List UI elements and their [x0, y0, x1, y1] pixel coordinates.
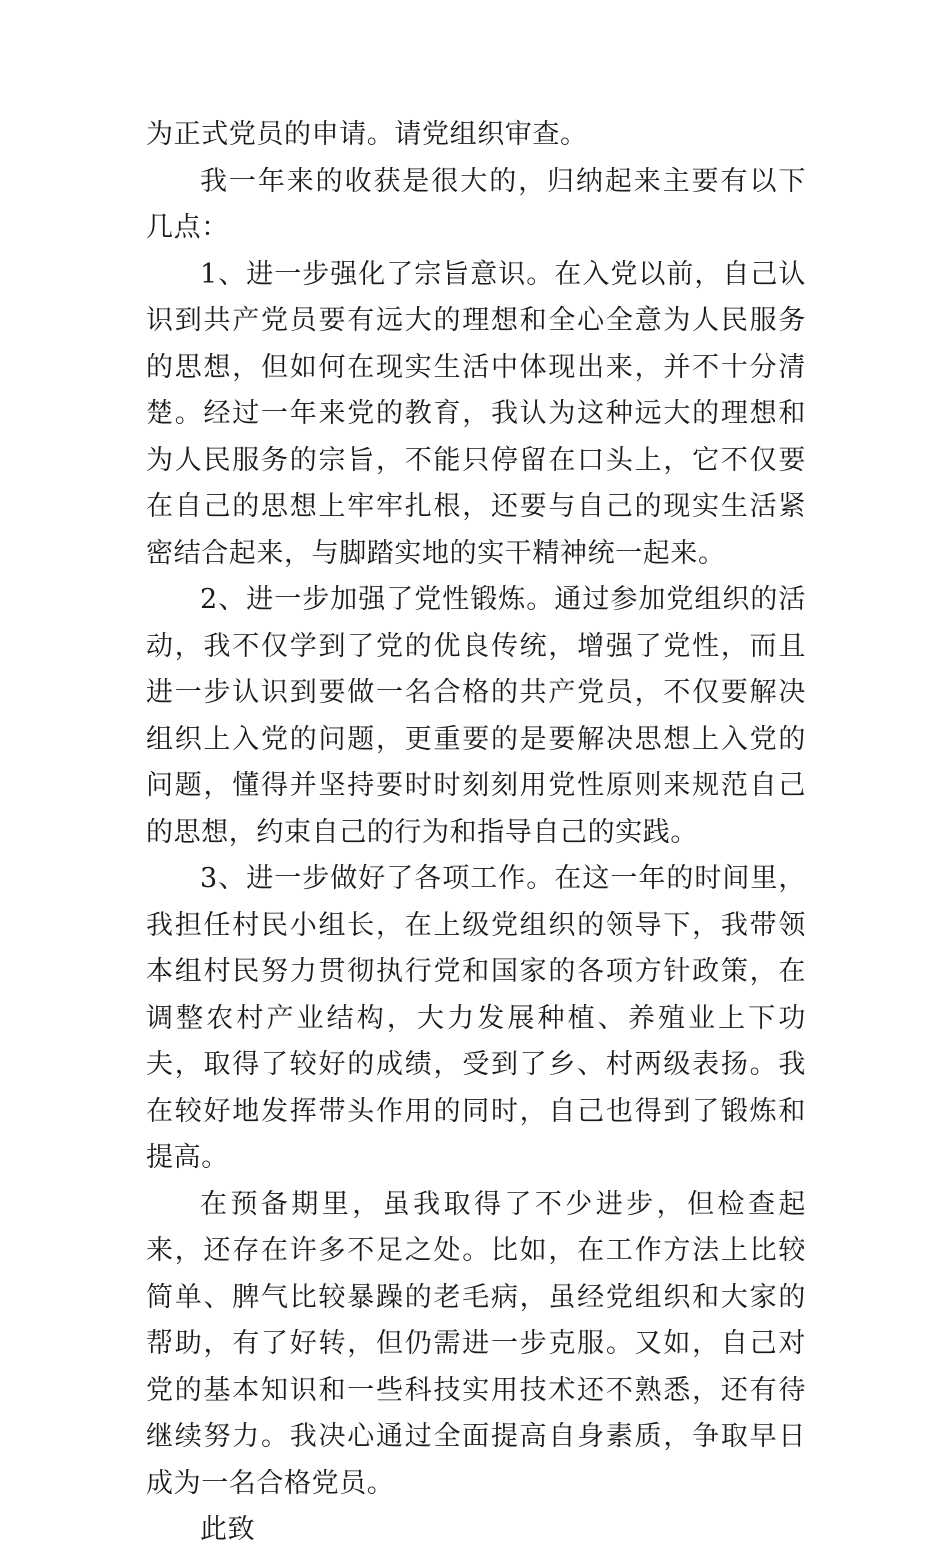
- closing-salutation: 此致: [200, 1514, 256, 1545]
- paragraph-point-1: 1、进一步强化了宗旨意识。在入党以前，自己认识到共产党员要有远大的理想和全心全意为人民服务的思想，但如何在现实生活中体现出来，并不十分清楚。经过一年来党的教育，我认为这种远大的理想和为人民服务的宗旨，不能只停留在口头上，它不仅要在自己的思想上牢牢扎根，还要与自己的现实生活紧密结合起来，与脚踏实地的实干精神统一起来。: [146, 258, 806, 569]
- paragraph-point-3: 3、进一步做好了各项工作。在这一年的时间里，我担任村民小组长，在上级党组织的领导下，我带领本组村民努力贯彻执行党和国家的各项方针政策，在调整农村产业结构，大力发展种植、养殖业上下功夫，取得了较好的成绩，受到了乡、村两级表扬。我在较好地发挥带头作用的同时，自己也得到了锻炼和提高。: [146, 863, 806, 1173]
- paragraph-point-2: 2、进一步加强了党性锻炼。通过参加党组织的活动，我不仅学到了党的优良传统，增强了党性，而且进一步认识到要做一名合格的共产党员，不仅要解决组织上入党的问题，更重要的是要解决思想上入党的问题，懂得并坚持要时时刻刻用党性原则来规范自己的思想，约束自己的行为和指导自己的实践。: [146, 584, 806, 848]
- paragraph-continuation: 为正式党员的申请。请党组织审查。: [146, 119, 588, 150]
- paragraph-intro: 我一年来的收获是很大的，归纳起来主要有以下几点：: [146, 165, 806, 243]
- paragraph-shortcomings: 在预备期里，虽我取得了不少进步，但检查起来，还存在许多不足之处。比如，在工作方法上比较简单、脾气比较暴躁的老毛病，虽经党组织和大家的帮助，有了好转，但仍需进一步克服。又如，自己对党的基本知识和一些科技实用技术还不熟悉，还有待继续努力。我决心通过全面提高自身素质，争取早日成为一名合格党员。: [146, 1188, 806, 1499]
- document-body: [146, 112, 806, 1554]
